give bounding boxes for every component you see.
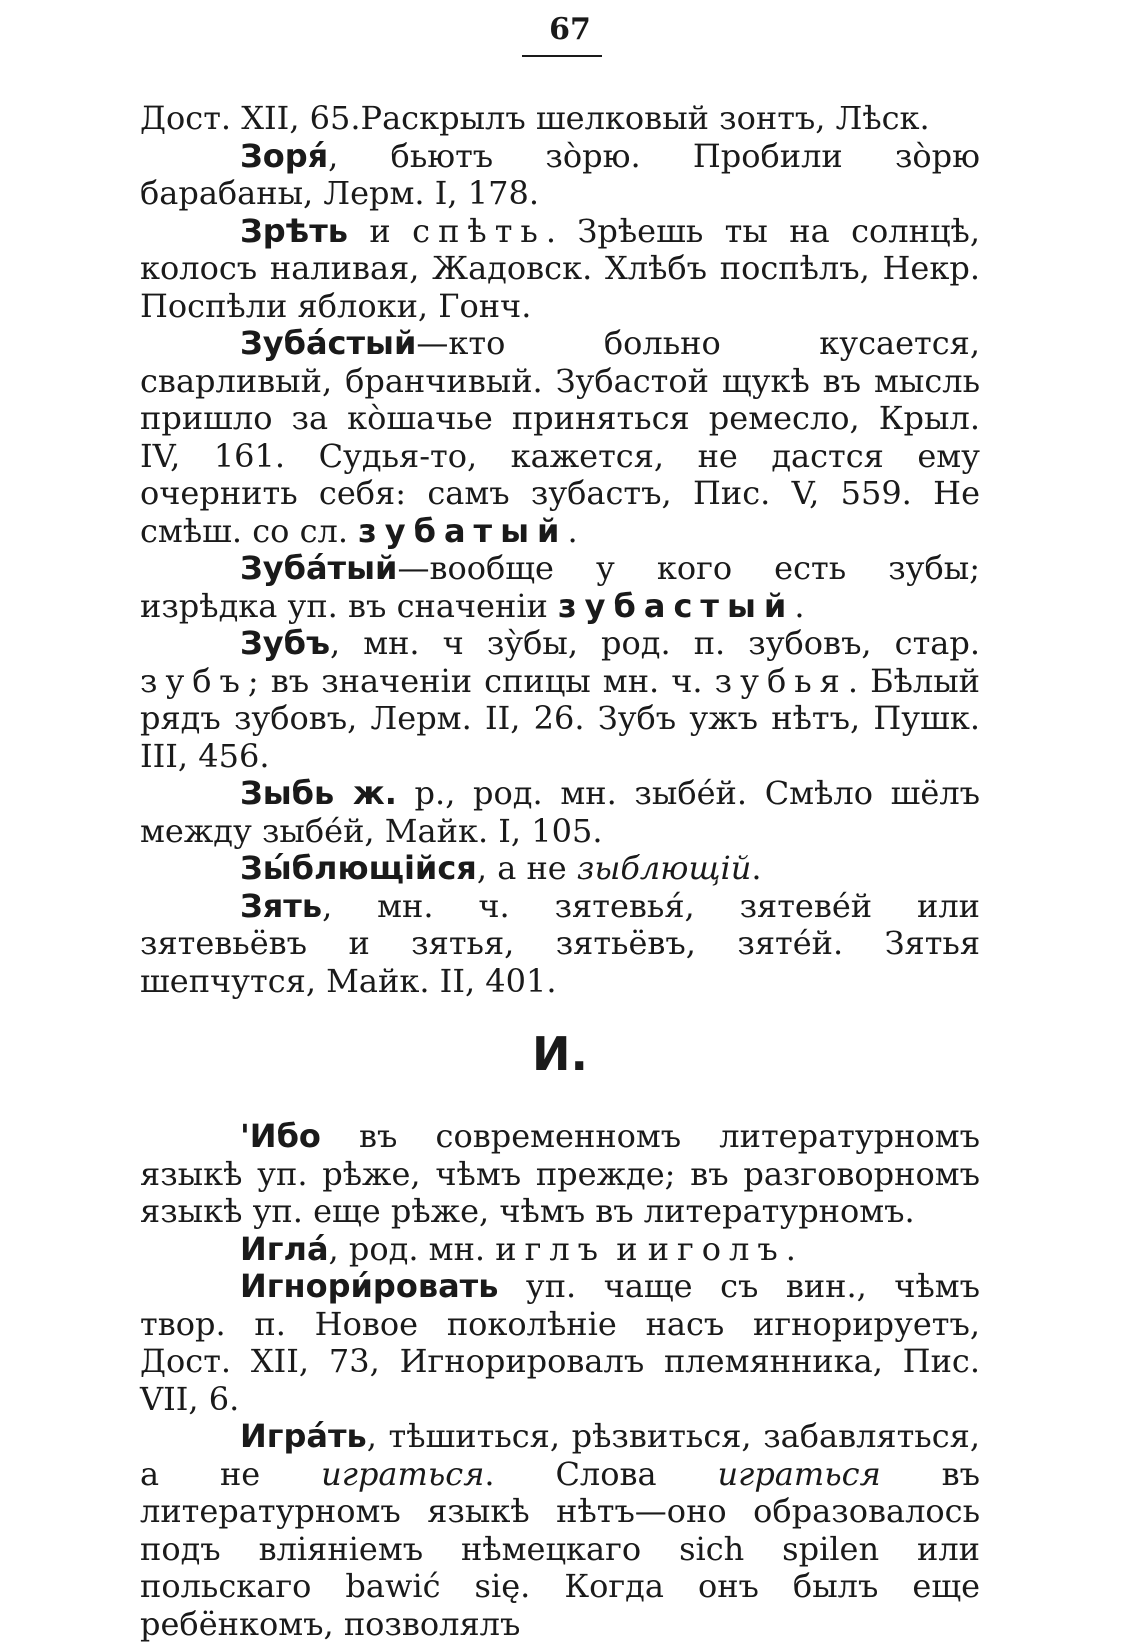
entry-ignorirovat bbox=[140, 1268, 980, 1418]
entry-headword: 'Ибо bbox=[240, 1117, 321, 1155]
entry-igla bbox=[140, 1231, 980, 1269]
entry-italic-word: играться bbox=[717, 1454, 881, 1493]
entry-text: , род. мн. bbox=[328, 1229, 496, 1268]
entry-headword: Игнори́ровать bbox=[240, 1267, 499, 1305]
entry-zyat bbox=[140, 888, 980, 1001]
entry-italic-word: играться bbox=[321, 1454, 485, 1493]
entry-headword: Игра́ть bbox=[240, 1417, 367, 1455]
entry-text: уп. чаще съ вин., чѣмъ твор. п. Новое поколѣнiе насъ игнорируетъ, Дост. XII, 73, Игнорировалъ племянника, Пис. VII, 6. bbox=[140, 1267, 980, 1418]
page-body bbox=[140, 100, 980, 1643]
entry-zret bbox=[140, 213, 980, 326]
entry-spaced-word: иголъ bbox=[647, 1229, 786, 1268]
entry-zubastyi bbox=[140, 325, 980, 550]
entry-text: . bbox=[751, 849, 762, 887]
entry-text: . bbox=[794, 586, 805, 625]
entry-spaced-word: иглъ bbox=[495, 1229, 607, 1268]
entry-headword: Зять bbox=[240, 886, 323, 925]
entry-text: ; въ значенiи спицы мн. ч. bbox=[247, 661, 715, 700]
entry-text: . bbox=[785, 1229, 796, 1268]
entry-igrat bbox=[140, 1418, 980, 1643]
entry-text: , бьютъ зо̀рю. Пробили зо̀рю барабаны, Лерм. I, 178. bbox=[140, 136, 980, 212]
entry-headword: Зубъ bbox=[240, 624, 330, 662]
entry-text: Дост. XII, 65.Раскрылъ шелковый зонтъ, Лѣск. bbox=[140, 99, 930, 137]
page-number-rule bbox=[522, 55, 602, 57]
entry-spaced-word: зубастый bbox=[558, 586, 795, 625]
entry-spaced-word: зубатый bbox=[358, 511, 568, 550]
section-heading: И. bbox=[532, 1027, 588, 1081]
entry-headword: Игла́ bbox=[240, 1229, 329, 1268]
entry-headword: Зуба́стый bbox=[240, 324, 417, 362]
entry-headword: Зы́блющiйся bbox=[240, 849, 477, 887]
entry-headword: Зрѣть bbox=[240, 211, 348, 250]
entry-zyblyushchiisya bbox=[140, 850, 980, 888]
entry-zyb bbox=[140, 775, 980, 850]
entry-text: —кто больно кусается, сварливый, бранчивый. Зубастой щукѣ въ мысль пришло за ко̀шачье приняться ремесло, Крыл. IV, 161. Судья-то, кажется, не дастся ему очернить себя: самъ зубастъ, Пис. V, 559. Не смѣш. со сл. bbox=[140, 324, 980, 550]
entry-zorya bbox=[140, 138, 980, 213]
entry-spaced-word: спѣть bbox=[412, 211, 546, 250]
entry-text: , а не bbox=[476, 849, 577, 887]
entry-text: и bbox=[606, 1229, 648, 1268]
entry-text: въ литературномъ языкѣ нѣтъ—оно образовалось подъ влiянiемъ нѣмецкаго sich spilen или польскаго bawić się. Когда онъ былъ еще ребёнкомъ, позволялъ bbox=[140, 1454, 981, 1643]
entry-text: и bbox=[347, 211, 413, 250]
page-number: 67 bbox=[549, 12, 591, 47]
entry-ibo bbox=[140, 1118, 980, 1231]
entry-headword: Зуба́тый bbox=[240, 549, 398, 587]
entry-gender: ж. bbox=[334, 774, 397, 812]
entry-italic-word: зыблющiй bbox=[576, 849, 752, 887]
entry-continuation bbox=[140, 100, 980, 138]
entry-zubatyi bbox=[140, 550, 980, 625]
entry-text: —вообще у кого есть зубы; изрѣдка уп. въ сначенiи bbox=[140, 549, 980, 625]
entry-text: . Зрѣешь ты на солнцѣ, колосъ наливая, Жадовск. Хлѣбъ поспѣлъ, Некр. Поспѣли яблоки, Гонч. bbox=[140, 211, 981, 325]
entry-text: . Бѣлый рядъ зубовъ, Лерм. II, 26. Зубъ ужъ нѣтъ, Пушк. III, 456. bbox=[140, 661, 981, 775]
entry-zub bbox=[140, 625, 980, 775]
entry-text: . Слова bbox=[484, 1454, 718, 1493]
entry-text: . bbox=[567, 511, 578, 550]
entry-text: , мн. ч зу̀бы, род. п. зубовъ, стар. bbox=[329, 624, 980, 662]
entry-spaced-word: зубъ bbox=[140, 661, 248, 700]
entry-text: р., род. мн. зыбе́й. Смѣло шёлъ между зыбе́й, Майк. I, 105. bbox=[140, 774, 981, 850]
entry-text: , мн. ч. зятевья́, зятеве́й или зятевьёвъ и зятья, зятьёвъ, зяте́й. Зятья шепчутся, Майк. II, 401. bbox=[140, 886, 980, 1000]
entry-spaced-word: зубья bbox=[714, 661, 848, 700]
entry-text: въ современномъ литературномъ языкѣ уп. рѣже, чѣмъ прежде; въ разговорномъ языкѣ уп. еще рѣже, чѣмъ въ литературномъ. bbox=[140, 1117, 980, 1230]
entry-headword: Зыбь bbox=[240, 774, 335, 812]
entry-headword: Зоря́ bbox=[240, 136, 329, 175]
entry-text: , тѣшиться, рѣзвиться, забавляться, а не bbox=[140, 1417, 980, 1493]
